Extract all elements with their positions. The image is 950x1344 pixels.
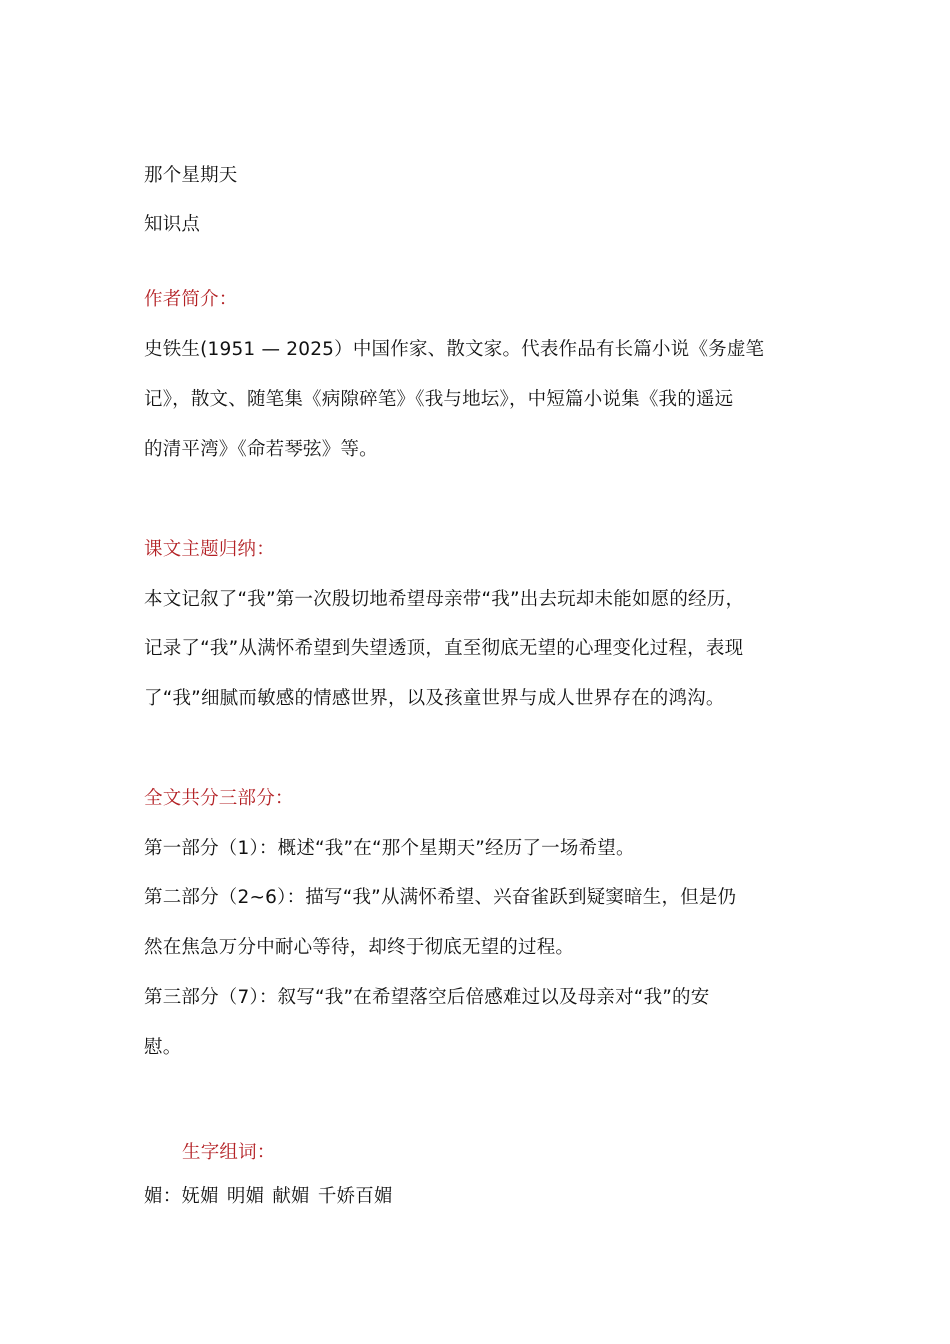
theme-heading: 课文主题归纳： xyxy=(144,539,275,560)
structure-heading: 全文共分三部分： xyxy=(144,788,294,809)
theme-line-2: 记录了“我”从满怀希望到失望透顶，直至彻底无望的心理变化过程，表现 xyxy=(144,638,744,659)
author-intro-heading: 作者简介： xyxy=(144,289,238,310)
structure-line-5: 慰。 xyxy=(144,1037,182,1058)
structure-line-2: 第二部分（2~6）：描写“我”从满怀希望、兴奋雀跃到疑窦暗生，但是仍 xyxy=(144,887,737,908)
new-words-line-1: 媚：妩媚 明媚 献媚 千娇百媚 xyxy=(144,1186,393,1207)
structure-line-4: 第三部分（7）：叙写“我”在希望落空后倍感难过以及母亲对“我”的安 xyxy=(144,987,710,1008)
theme-line-3: 了“我”细腻而敏感的情感世界，以及孩童世界与成人世界存在的鸿沟。 xyxy=(144,688,725,709)
structure-line-1: 第一部分（1）：概述“我”在“那个星期天”经历了一场希望。 xyxy=(144,838,635,859)
theme-line-1: 本文记叙了“我”第一次殷切地希望母亲带“我”出去玩却未能如愿的经历， xyxy=(144,589,745,610)
document-title: 那个星期天 xyxy=(144,165,238,186)
author-intro-line-3: 的清平湾》《命若琴弦》等。 xyxy=(144,439,378,460)
author-intro-line-1: 史铁生(1951 — 2025）中国作家、散文家。代表作品有长篇小说《务虚笔 xyxy=(144,339,765,360)
structure-line-3: 然在焦急万分中耐心等待，却终于彻底无望的过程。 xyxy=(144,937,575,958)
new-words-heading: 生字组词： xyxy=(182,1142,276,1163)
author-intro-line-2: 记》，散文、随笔集《病隙碎笔》《我与地坛》，中短篇小说集《我的遥远 xyxy=(144,389,734,410)
document-subtitle: 知识点 xyxy=(144,214,201,235)
